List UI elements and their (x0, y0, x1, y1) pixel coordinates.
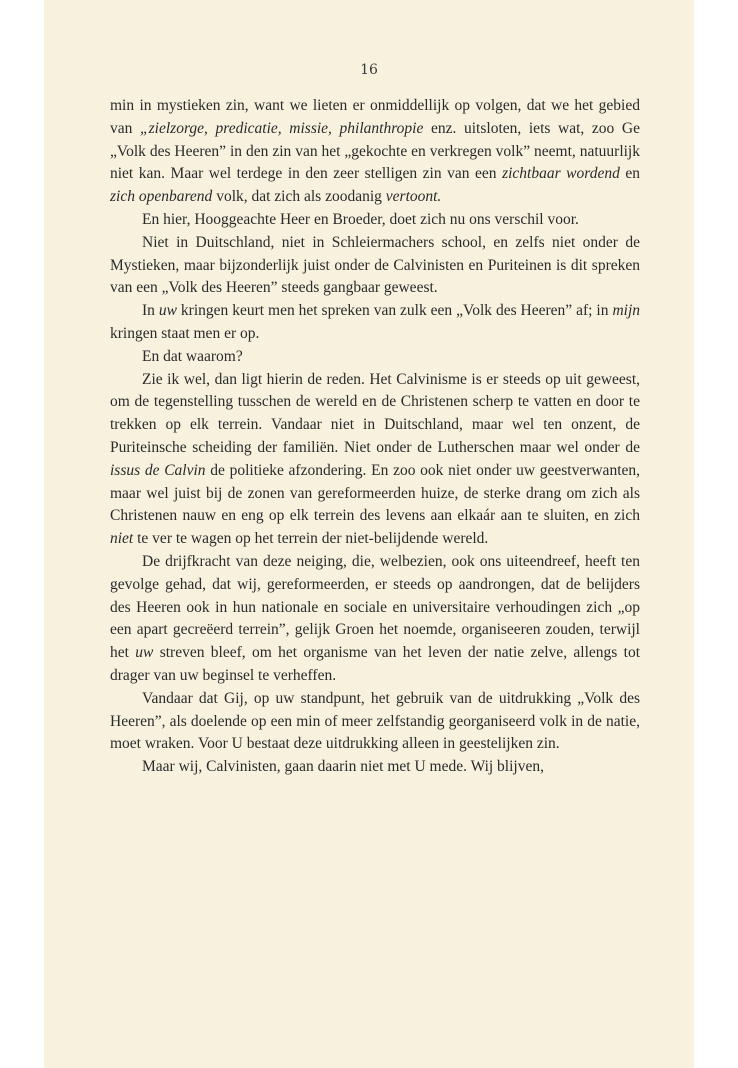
paragraph (110, 209, 640, 232)
text-run: min in mystieken zin, want we lieten er onmiddellijk op volgen, dat we het gebied van (110, 97, 640, 137)
text-run: De drijfkracht van deze neiging, die, welbezien, ook ons uiteendreef, heeft ten gevolge gehad, dat wij, gereformeerden, er steeds op aandrongen, dat de belijders des Heeren ook in hun nationale en sociale en universitaire verhoudingen zich „op een apart gecreëerd terrein”, gelijk Groen het noemde, organiseeren zouden, terwijl het (110, 552, 640, 662)
italic-text: zich openbarend (110, 188, 213, 206)
paragraph (110, 688, 640, 756)
book-page (44, 0, 694, 1068)
page-number: 16 (360, 62, 378, 78)
text-run: Zie ik wel, dan ligt hierin de reden. Het Calvinisme is er steeds op uit geweest, om de tegenstelling tusschen de wereld en de Christenen scherp te vatten en door te trekken op elk terrein. Vandaar niet in Duitschland, maar wel ten onzent, de Puriteinsche scheiding der familiën. Niet onder de Lutherschen maar wel onder de (110, 370, 640, 456)
text-run: enz. uitsloten, iets wat, zoo Ge „Volk des Heeren” in den zin van het „gekochte en verkregen volk” neemt, natuurlijk niet kan. Maar wel terdege in den zeer stelligen zin van een (110, 119, 640, 183)
text-run: kringen staat men er op. (110, 324, 260, 342)
text-run: Maar wij, Calvinisten, gaan daarin niet met U mede. Wij blijven, (142, 758, 544, 776)
text-run: volk, dat zich als zoodanig (212, 188, 386, 206)
paragraph (110, 369, 640, 551)
body-text (110, 95, 640, 779)
paragraph (110, 756, 640, 779)
italic-text: vertoont. (385, 188, 442, 206)
text-run: En hier, Hooggeachte Heer en Broeder, doet zich nu ons verschil voor. (142, 210, 579, 228)
paragraph (110, 551, 640, 688)
paragraph (110, 300, 640, 346)
italic-text: „zielzorge, predicatie, missie, philanthropie (140, 119, 424, 137)
text-run: Niet in Duitschland, niet in Schleiermachers school, en zelfs niet onder de Mystieken, maar bijzonderlijk juist onder de Calvinisten en Puriteinen is dit spreken van een „Volk des Heeren” steeds gangbaar geweest. (110, 233, 640, 297)
text-run: kringen keurt men het spreken van zulk een „Volk des Heeren” af; in (176, 302, 613, 320)
italic-text: zichtbaar wordend (502, 165, 620, 183)
text-run: En dat waarom? (142, 347, 243, 365)
italic-text: issus de Calvin (110, 461, 206, 479)
paragraph (110, 95, 640, 209)
italic-text: niet (110, 530, 134, 548)
paragraph (110, 346, 640, 369)
italic-text: uw (158, 302, 177, 320)
italic-text: mijn (612, 302, 640, 320)
text-run: In (142, 302, 159, 320)
text-run: streven bleef, om het organisme van het leven der natie zelve, allengs tot drager van uw beginsel te verheffen. (110, 644, 640, 684)
italic-text: uw (135, 644, 154, 662)
text-run: te ver te wagen op het terrein der niet-belijdende wereld. (133, 530, 489, 548)
text-run: de politieke afzondering. En zoo ook niet onder uw geestverwanten, maar wel juist bij de zonen van gereformeerden huize, de sterke drang om zich als Christenen nauw en eng op elk terrein des levens aan elkaár aan te sluiten, en zich (110, 461, 640, 525)
paragraph (110, 232, 640, 300)
text-run: Vandaar dat Gij, op uw standpunt, het gebruik van de uitdrukking „Volk des Heeren”, als doelende op een min of meer zelfstandig georganiseerd volk in de natie, moet wraken. Voor U bestaat deze uitdrukking alleen in geestelijken zin. (110, 689, 640, 753)
text-run: en (619, 165, 640, 183)
